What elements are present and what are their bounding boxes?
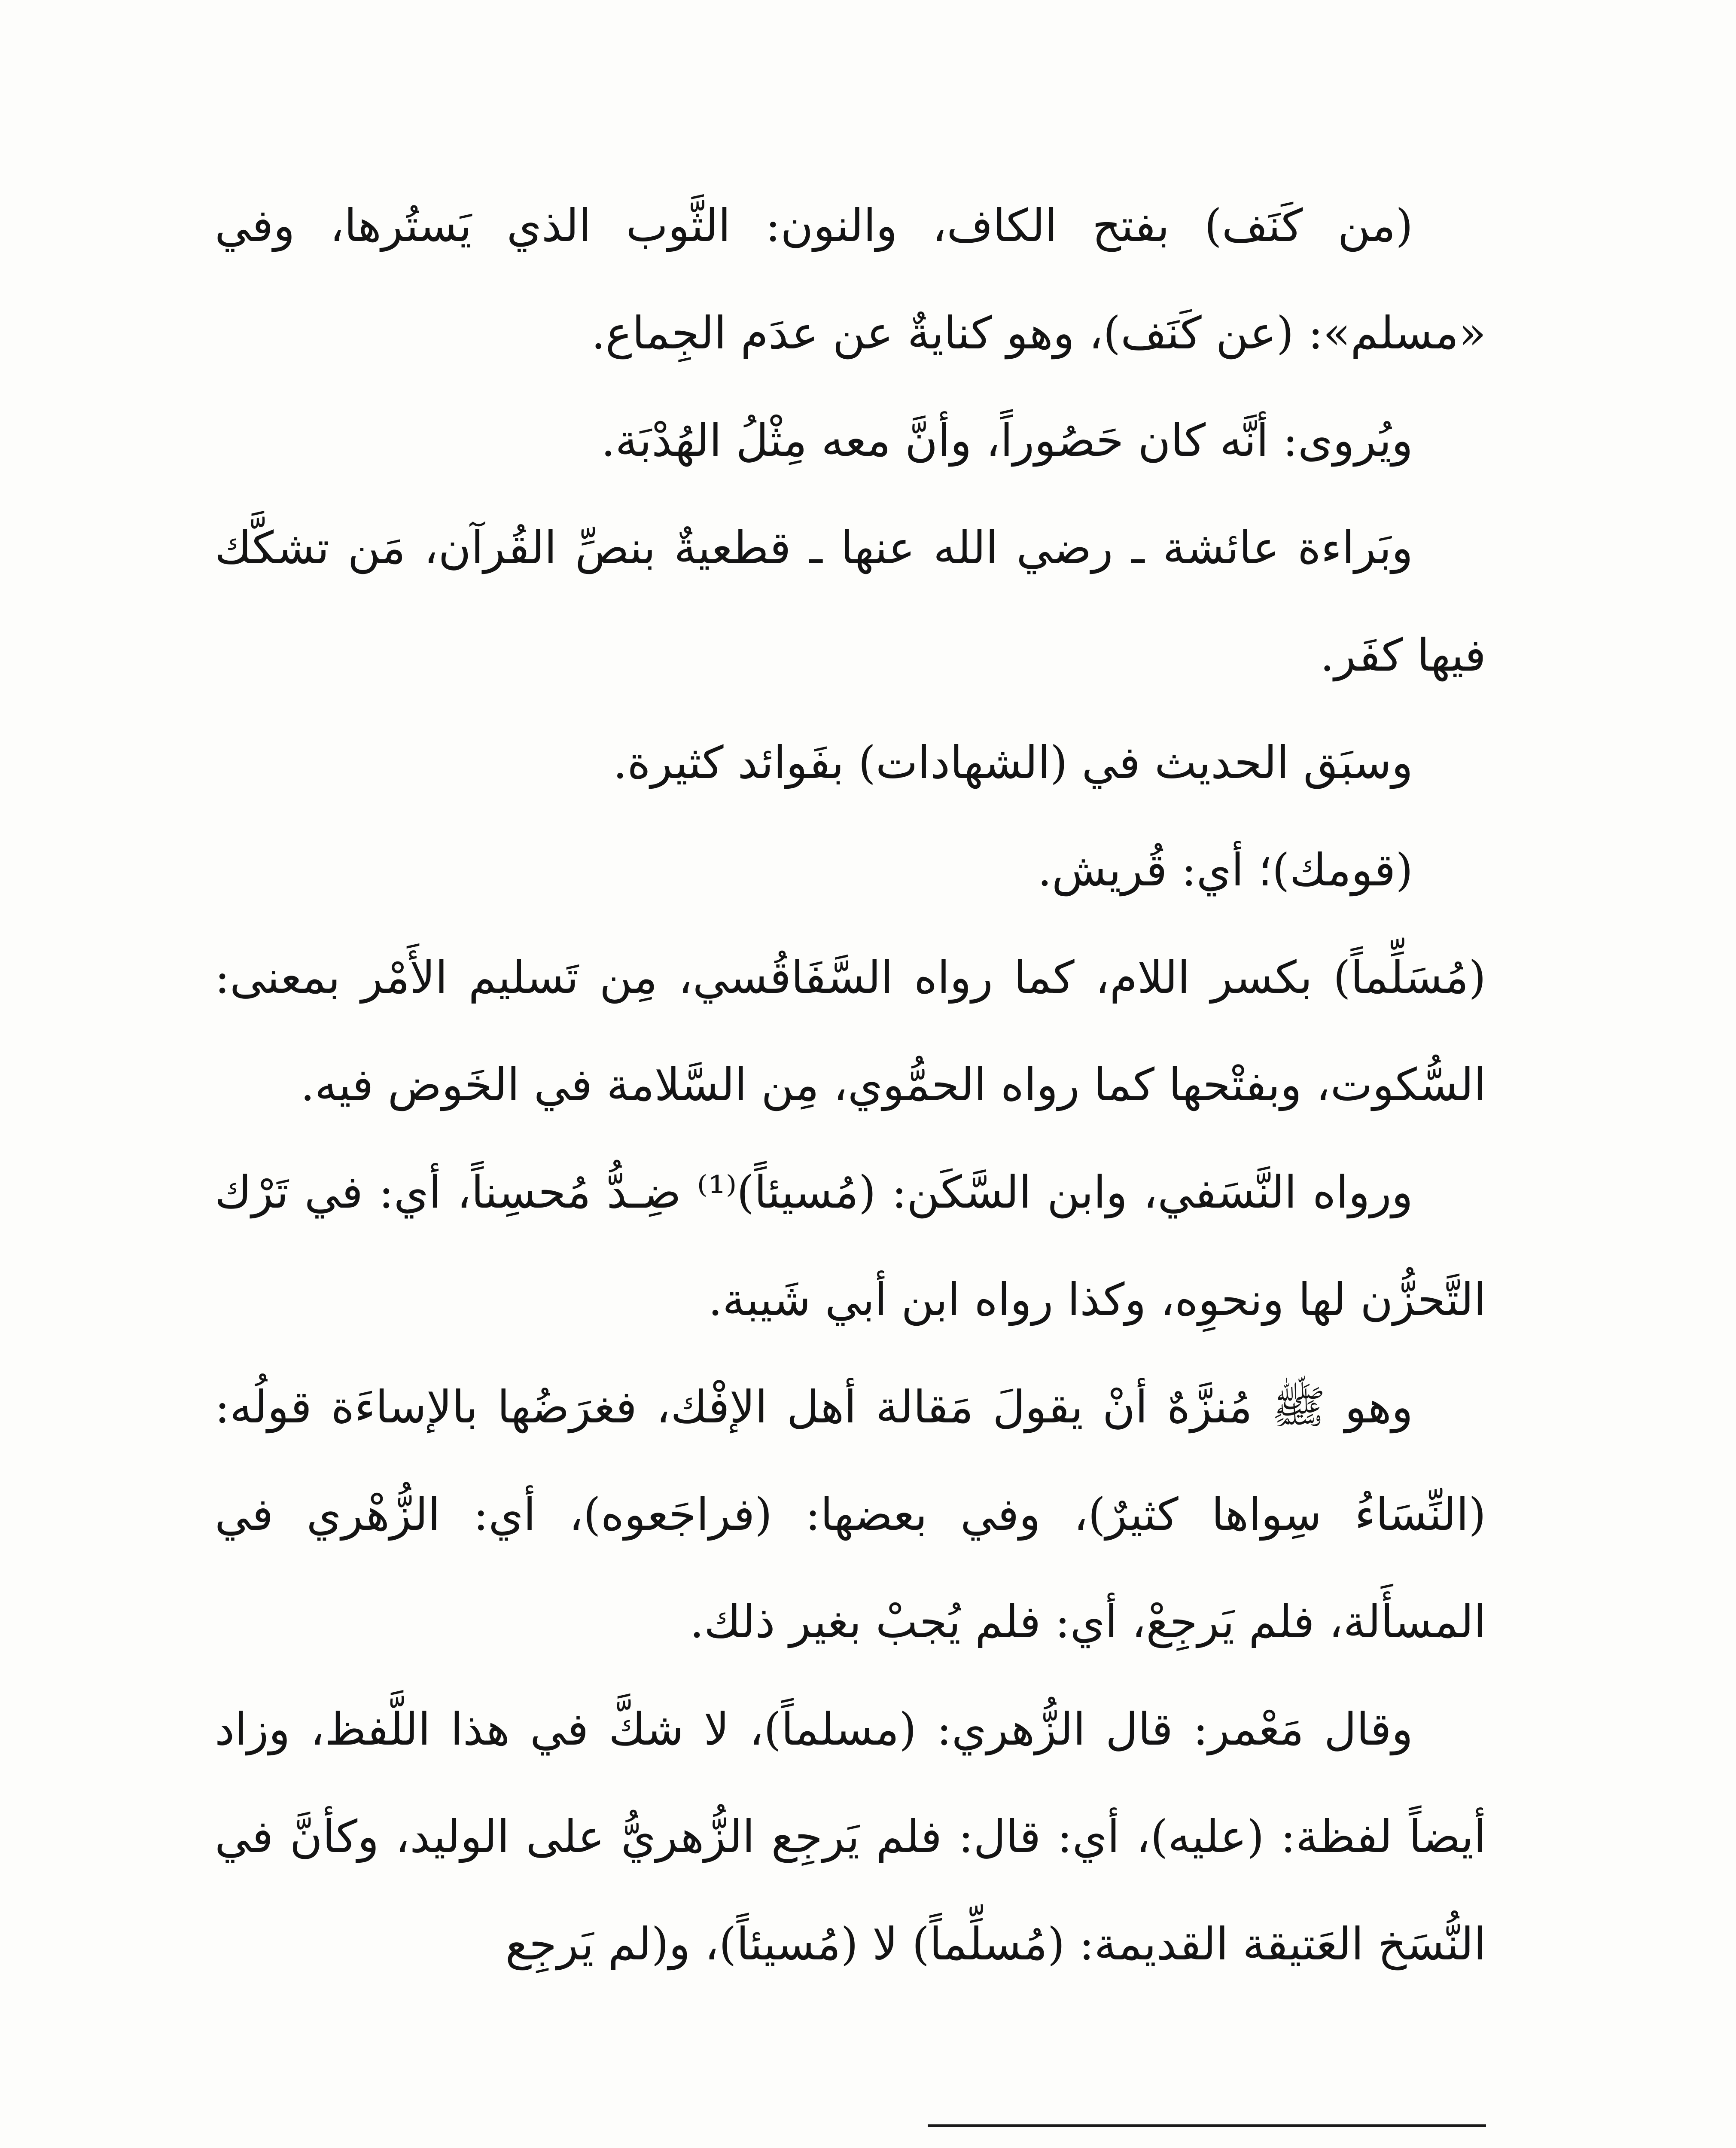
paragraph-musallim: (مُسَلِّماً) بكسر اللام، كما رواه السَّفَاقُسي، مِن تَسليم الأَمْر بمعنى: السُّكوت، وبفتْحها كما رواه الحمُّوي، مِن السَّلامة في الخَوض فيه. <box>215 951 1486 1111</box>
paragraph-hasur: ويُروى: أنَّه كان حَصُوراً، وأنَّ معه مِثْلُ الهُدْبَة. <box>601 414 1413 467</box>
paragraph-aisha: وبَراءة عائشة ـ رضي الله عنها ـ قطعيةٌ بنصِّ القُرآن، مَن تشكَّك فيها كفَر. <box>215 522 1486 681</box>
footnote-separator <box>928 2124 1486 2127</box>
paragraph-shahadat: وسبَق الحديث في (الشهادات) بفَوائد كثيرة. <box>613 736 1413 789</box>
main-text <box>215 172 1486 1998</box>
paragraph-nasafi: ورواه النَّسَفي، وابن السَّكَن: (مُسيئاً)⁽¹⁾ ضِـدُّ مُحسِناً، أي: في تَرْك التَّحزُّن لها ونحوِه، وكذا رواه ابن أبي شَيبة. <box>215 1166 1486 1326</box>
paragraph-qawmak: (قومك)؛ أي: قُريش. <box>1037 844 1413 896</box>
paragraph-mamar: وقال مَعْمر: قال الزُّهري: (مسلماً)، لا شكَّ في هذا اللَّفظ، وزاد أيضاً لفظة: (عليه)، أي: قال: فلم يَرجِع الزُّهريُّ على الوليد، وكأنَّ في النُّسَخ العَتيقة القديمة: (مُسلِّماً) لا (مُسيئاً)، و(لم يَرجِع <box>215 1703 1486 1970</box>
paragraph-munazzah: وهو ﷺ مُنزَّهٌ أنْ يقولَ مَقالة أهل الإفْك، فغرَضُها بالإساءَة قولُه: (النِّسَاءُ سِواها كثيرٌ)، وفي بعضها: (فراجَعوه)، أي: الزُّهْري في المسأَلة، فلم يَرجِعْ، أي: فلم يُجبْ بغير ذلك. <box>215 1381 1486 1648</box>
paragraph-kanaf: (من كَنَف) بفتح الكاف، والنون: الثَّوب الذي يَستُرها، وفي «مسلم»: (عن كَنَف)، وهو كنايةٌ عن عدَم الجِماع. <box>215 199 1486 359</box>
